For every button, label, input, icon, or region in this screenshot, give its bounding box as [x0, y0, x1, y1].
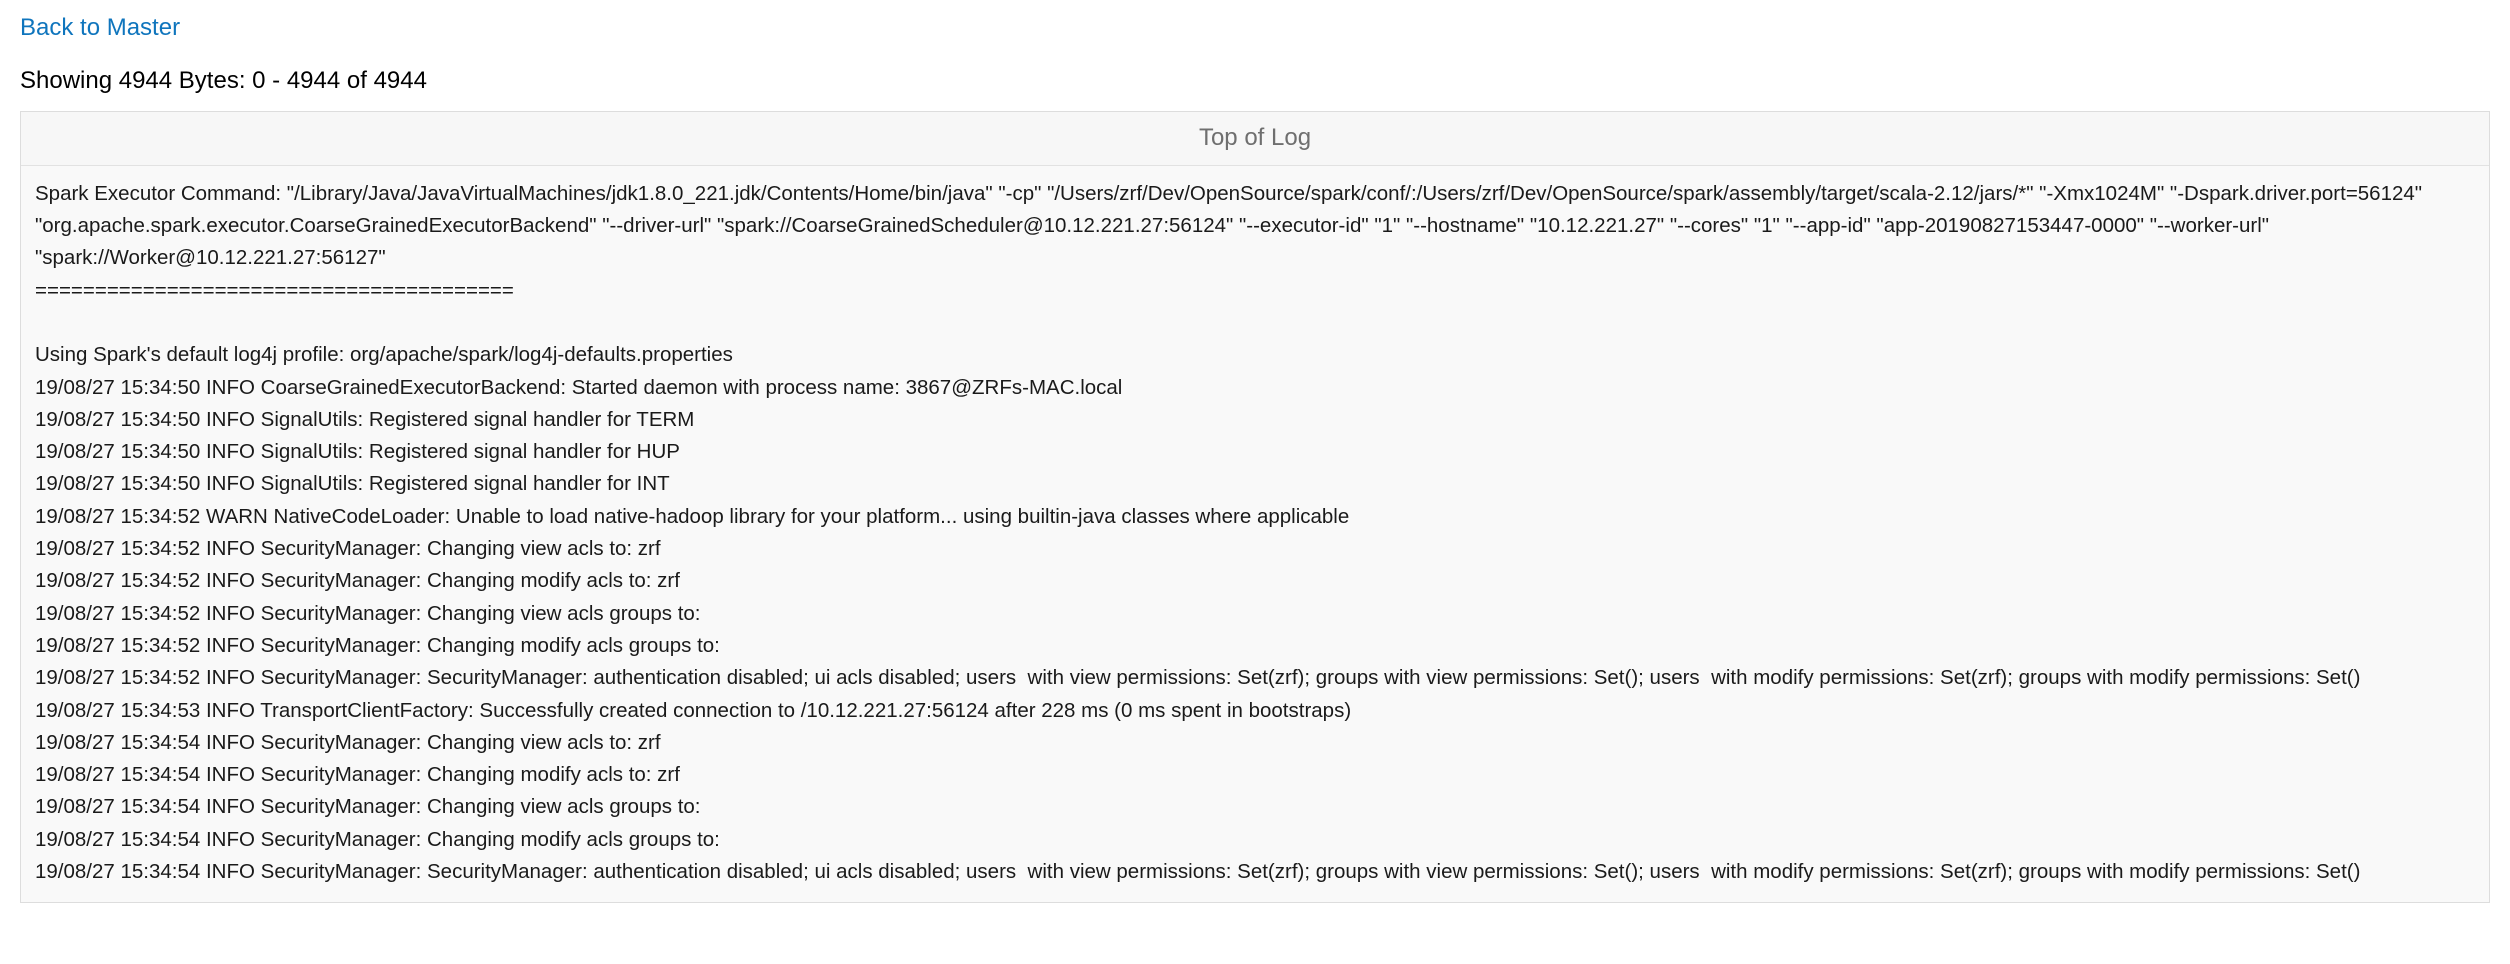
- back-to-master-link[interactable]: Back to Master: [20, 14, 181, 41]
- log-line: [35, 307, 2475, 339]
- log-line: 19/08/27 15:34:54 INFO SecurityManager: Changing view acls to: zrf: [35, 730, 661, 754]
- log-line: 19/08/27 15:34:52 INFO SecurityManager: Changing modify acls groups to:: [35, 633, 720, 657]
- log-line: 19/08/27 15:34:52 INFO SecurityManager: Changing view acls groups to:: [35, 601, 701, 625]
- log-panel: [20, 111, 2490, 904]
- log-content[interactable]: [21, 166, 2489, 903]
- log-line: Spark Executor Command: "/Library/Java/JavaVirtualMachines/jdk1.8.0_221.jdk/Contents/Home/bin/java" "-cp" "/Users/zrf/Dev/OpenSource/spark/conf/:/Users/zrf/Dev/OpenSource/spark/assembly/target/scala-2.12/jars/*" "-Xmx1024M" "-Dspark.driver.port=56124" "org.apache.spark.executor.CoarseGrainedExecutorBackend" "--driver-url" "spark://CoarseGrainedScheduler@10.12.221.27:56124" "--executor-id" "1" "--hostname" "10.12.221.27" "--cores" "1" "--app-id" "app-20190827153447-0000" "--worker-url" "spark://Worker@10.12.221.27:56127": [35, 181, 2428, 270]
- log-line: 19/08/27 15:34:54 INFO SecurityManager: Changing modify acls groups to:: [35, 827, 720, 851]
- log-line: Using Spark's default log4j profile: org/apache/spark/log4j-defaults.properties: [35, 343, 733, 367]
- log-line: 19/08/27 15:34:50 INFO SignalUtils: Registered signal handler for INT: [35, 472, 670, 496]
- log-line: 19/08/27 15:34:50 INFO SignalUtils: Registered signal handler for TERM: [35, 407, 695, 431]
- log-line: 19/08/27 15:34:52 INFO SecurityManager: Changing modify acls to: zrf: [35, 569, 680, 593]
- log-line: 19/08/27 15:34:50 INFO CoarseGrainedExecutorBackend: Started daemon with process name: 3867@ZRFs-MAC.local: [35, 375, 1123, 399]
- log-line: 19/08/27 15:34:54 INFO SecurityManager: Changing view acls groups to:: [35, 795, 701, 819]
- log-line: 19/08/27 15:34:54 INFO SecurityManager: Changing modify acls to: zrf: [35, 763, 680, 787]
- log-panel-header: Top of Log: [21, 112, 2489, 166]
- log-line: 19/08/27 15:34:50 INFO SignalUtils: Registered signal handler for HUP: [35, 440, 680, 464]
- log-line: 19/08/27 15:34:52 INFO SecurityManager: SecurityManager: authentication disabled; ui acls disabled; users with view permissions: Set(zrf); groups with view permissions: Set(); users with modify permissions: Set(zrf); groups with modify permissions: Set(): [35, 666, 2361, 690]
- log-line: 19/08/27 15:34:52 WARN NativeCodeLoader: Unable to load native-hadoop library for your platform... using builtin-java classes where applicable: [35, 504, 1350, 528]
- showing-bytes-status: Showing 4944 Bytes: 0 - 4944 of 4944: [20, 66, 427, 94]
- log-line: 19/08/27 15:34:53 INFO TransportClientFactory: Successfully created connection to /10.12.221.27:56124 after 228 ms (0 ms spent in bootstraps): [35, 698, 1352, 722]
- log-line: 19/08/27 15:34:54 INFO SecurityManager: SecurityManager: authentication disabled; ui acls disabled; users with view permissions: Set(zrf); groups with view permissions: Set(); users with modify permissions: Set(zrf); groups with modify permissions: Set(): [35, 860, 2361, 884]
- log-line: ========================================: [35, 278, 514, 302]
- log-line: 19/08/27 15:34:52 INFO SecurityManager: Changing view acls to: zrf: [35, 537, 661, 561]
